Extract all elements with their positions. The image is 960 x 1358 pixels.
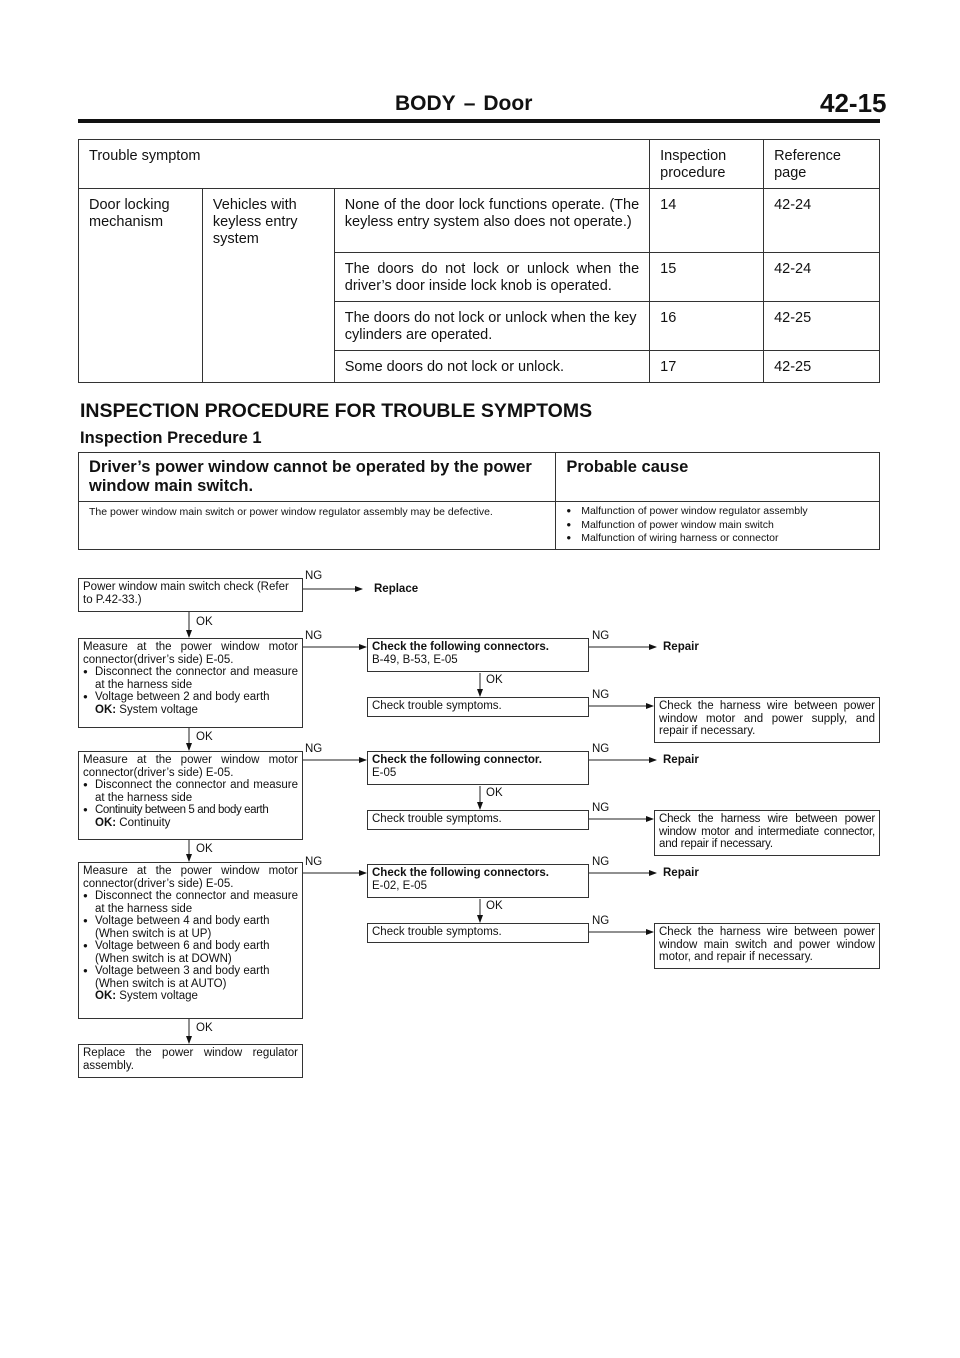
action-replace: Replace [374, 583, 419, 595]
subcategory-cell: Vehicles with keyless entry system [202, 189, 334, 383]
flow-step-main-switch-check: Power window main switch check (Refer to P.42-33.) [78, 578, 303, 612]
step-bullet: ● Disconnect the connector and measure at the harness side [83, 890, 298, 915]
step-intro: Measure at the power window motor connector(driver’s side) E-05. [83, 754, 298, 779]
flow-final-harness-2: Check the harness wire between power window motor and intermediate connector, and repair if necessary. [654, 810, 880, 856]
connector-list: B-49, B-53, E-05 [372, 653, 458, 666]
procedure-cell: 15 [650, 253, 764, 302]
step-intro: Measure at the power window motor connector(driver’s side) E-05. [83, 865, 298, 890]
ng-label: NG [592, 856, 610, 868]
page-cell: 42-25 [764, 351, 880, 383]
step-intro: Measure at the power window motor connector(driver’s side) E-05. [83, 641, 298, 666]
procedure-cell: 17 [650, 351, 764, 383]
cause-item: ● Malfunction of power window regulator assembly [566, 505, 869, 519]
flow-step-replace-regulator: Replace the power window regulator assembly. [78, 1044, 303, 1078]
ok-label: OK [486, 900, 503, 912]
ng-label: NG [305, 630, 323, 642]
probable-cause-heading: Probable cause [556, 453, 880, 502]
ng-label: NG [592, 630, 610, 642]
col-trouble-symptom: Trouble symptom [79, 140, 650, 189]
ok-label: OK [486, 787, 503, 799]
ng-label: NG [592, 743, 610, 755]
ok-criteria-value: System voltage [119, 990, 198, 1002]
procedure-heading: Inspection Precedure 1 [80, 429, 262, 447]
symptom-cell: The doors do not lock or unlock when the key cylinders are operated. [334, 302, 649, 351]
title-separator: – [463, 92, 476, 115]
step-bullet: ● Disconnect the connector and measure at the harness side [83, 666, 298, 691]
col-inspection-procedure: Inspection procedure [650, 140, 764, 189]
flow-check-trouble-symptoms: Check trouble symptoms. [367, 810, 589, 830]
ok-label: OK [196, 731, 213, 743]
ng-label: NG [592, 802, 610, 814]
category-cell: Door locking mechanism [79, 189, 203, 383]
cause-item: ● Malfunction of wiring harness or connector [566, 532, 869, 546]
ok-criteria [83, 817, 298, 830]
connector-list: E-02, E-05 [372, 879, 427, 892]
problem-title: Driver’s power window cannot be operated by the power window main switch. [79, 453, 556, 502]
ng-label: NG [305, 570, 323, 582]
symptom-cell: The doors do not lock or unlock when the driver’s door inside lock knob is operated. [334, 253, 649, 302]
step-bullet: ● Voltage between 6 and body earth (When switch is at DOWN) [83, 940, 298, 965]
check-title: Check the following connector. [372, 754, 542, 766]
connector-list: E-05 [372, 766, 397, 779]
ok-criteria-value: System voltage [119, 703, 198, 716]
ok-label: OK [196, 843, 213, 855]
ok-criteria [83, 704, 298, 717]
ok-criteria-label: OK: [95, 703, 117, 716]
flow-check-connectors-3 [367, 864, 589, 898]
page-cell: 42-24 [764, 253, 880, 302]
flow-step-voltage-switch [78, 862, 303, 1019]
topic-name: Door [483, 92, 533, 115]
ok-label: OK [486, 674, 503, 686]
problem-description: The power window main switch or power window regulator assembly may be defective. [79, 502, 556, 550]
procedure-cell: 16 [650, 302, 764, 351]
action-repair: Repair [663, 867, 699, 879]
flow-check-connectors-2 [367, 751, 589, 785]
action-repair: Repair [663, 641, 699, 653]
ok-criteria [83, 990, 298, 1003]
symptom-cell: None of the door lock functions operate. (The keyless entry system also does not operate.) [334, 189, 649, 253]
check-title: Check the following connectors. [372, 641, 549, 653]
step-bullet: ● Voltage between 4 and body earth (When switch is at UP) [83, 915, 298, 940]
flow-step-voltage-2 [78, 638, 303, 728]
step-bullet: ● Voltage between 2 and body earth [83, 691, 298, 704]
flow-check-trouble-symptoms: Check trouble symptoms. [367, 697, 589, 717]
flow-final-harness-3: Check the harness wire between power window main switch and power window motor, and repair if necessary. [654, 923, 880, 969]
ok-criteria-value: Continuity [119, 816, 171, 829]
ng-label: NG [592, 915, 610, 927]
ng-label: NG [592, 689, 610, 701]
col-reference-page: Reference page [764, 140, 880, 189]
ng-label: NG [305, 856, 323, 868]
flow-check-connectors-1 [367, 638, 589, 672]
procedure-cell: 14 [650, 189, 764, 253]
page-cell: 42-24 [764, 189, 880, 253]
ok-criteria-label: OK: [95, 816, 117, 829]
cause-item: ● Malfunction of power window main switch [566, 519, 869, 533]
ng-label: NG [305, 743, 323, 755]
section-heading: INSPECTION PROCEDURE FOR TROUBLE SYMPTOMS [80, 400, 593, 422]
page-cell: 42-25 [764, 302, 880, 351]
ok-label: OK [196, 616, 213, 628]
page-number: 42-15 [820, 88, 887, 118]
section-name: BODY [395, 92, 456, 115]
ok-label: OK [196, 1022, 213, 1034]
flow-step-continuity [78, 751, 303, 840]
step-bullet: ● Voltage between 3 and body earth (When switch is at AUTO) [83, 965, 298, 990]
ok-criteria-label: OK: [95, 990, 117, 1002]
step-bullet: ● Continuity between 5 and body earth [83, 804, 298, 817]
action-repair: Repair [663, 754, 699, 766]
check-title: Check the following connectors. [372, 867, 549, 879]
flow-final-harness-1: Check the harness wire between power window motor and power supply, and repair if necessary. [654, 697, 880, 743]
step-bullet: ● Disconnect the connector and measure at the harness side [83, 779, 298, 804]
symptom-cell: Some doors do not lock or unlock. [334, 351, 649, 383]
flow-check-trouble-symptoms: Check trouble symptoms. [367, 923, 589, 943]
